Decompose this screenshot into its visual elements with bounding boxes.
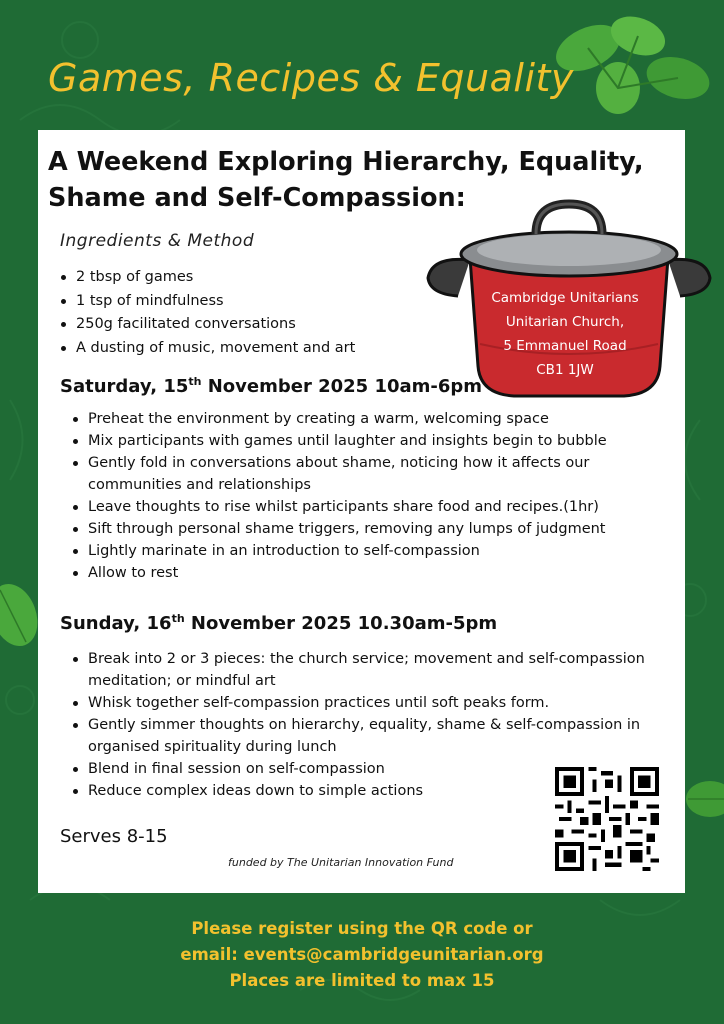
list-item: Whisk together self-compassion practices until soft peaks form. [60,692,670,714]
ingredients-title: Ingredients & Method [60,231,255,251]
venue-line: 5 Emmanuel Road [503,338,627,354]
saturday-list [60,408,670,584]
leaf-left-icon [0,580,40,650]
email-line[interactable]: email: events@cambridgeunitarian.org [180,945,544,964]
list-item: Leave thoughts to rise whilst participants share food and recipes.(1hr) [60,496,670,518]
venue-line: Cambridge Unitarians [491,290,639,306]
list-item: Reduce complex ideas down to simple actions [60,780,670,802]
headline: A Weekend Exploring Hierarchy, Equality, Shame and Self-Compassion: [48,147,644,213]
serves-label: Serves 8-15 [60,826,168,847]
list-item: Preheat the environment by creating a warm, welcoming space [60,408,670,430]
list-item: Gently fold in conversations about shame, noticing how it affects our communities and relationships [60,452,670,496]
list-item: Mix participants with games until laughter and insights begin to bubble [60,430,670,452]
registration-info [0,916,724,994]
list-item: Allow to rest [60,562,670,584]
sunday-heading: Sunday, 16th November 2025 10.30am-5pm [60,612,498,634]
venue-address [470,286,660,382]
register-line: Please register using the QR code or [191,919,533,938]
recipe-card [38,130,685,893]
qr-code-icon[interactable] [555,767,659,871]
venue-line: CB1 1JW [536,362,594,378]
list-item: Gently simmer thoughts on hierarchy, equality, shame & self-compassion in organised spirituality during lunch [60,714,670,758]
limit-line: Places are limited to max 15 [229,971,495,990]
funding-credit: funded by The Unitarian Innovation Fund [228,856,454,869]
list-item: Blend in final session on self-compassion [60,758,670,780]
list-item: 1 tsp of mindfulness [48,290,428,314]
venue-line: Unitarian Church, [505,314,625,330]
list-item: 2 tbsp of games [48,266,428,290]
list-item: Lightly marinate in an introduction to self-compassion [60,540,670,562]
list-item: Sift through personal shame triggers, removing any lumps of judgment [60,518,670,540]
event-title: Games, Recipes & Equality [48,56,574,100]
leaf-right-icon [684,776,724,822]
saturday-heading: Saturday, 15th November 2025 10am-6pm [60,375,483,397]
list-item: Break into 2 or 3 pieces: the church service; movement and self-compassion meditation; or mindful art [60,648,670,692]
list-item: A dusting of music, movement and art [48,337,428,361]
ingredients-list [48,266,428,360]
list-item: 250g facilitated conversations [48,313,428,337]
